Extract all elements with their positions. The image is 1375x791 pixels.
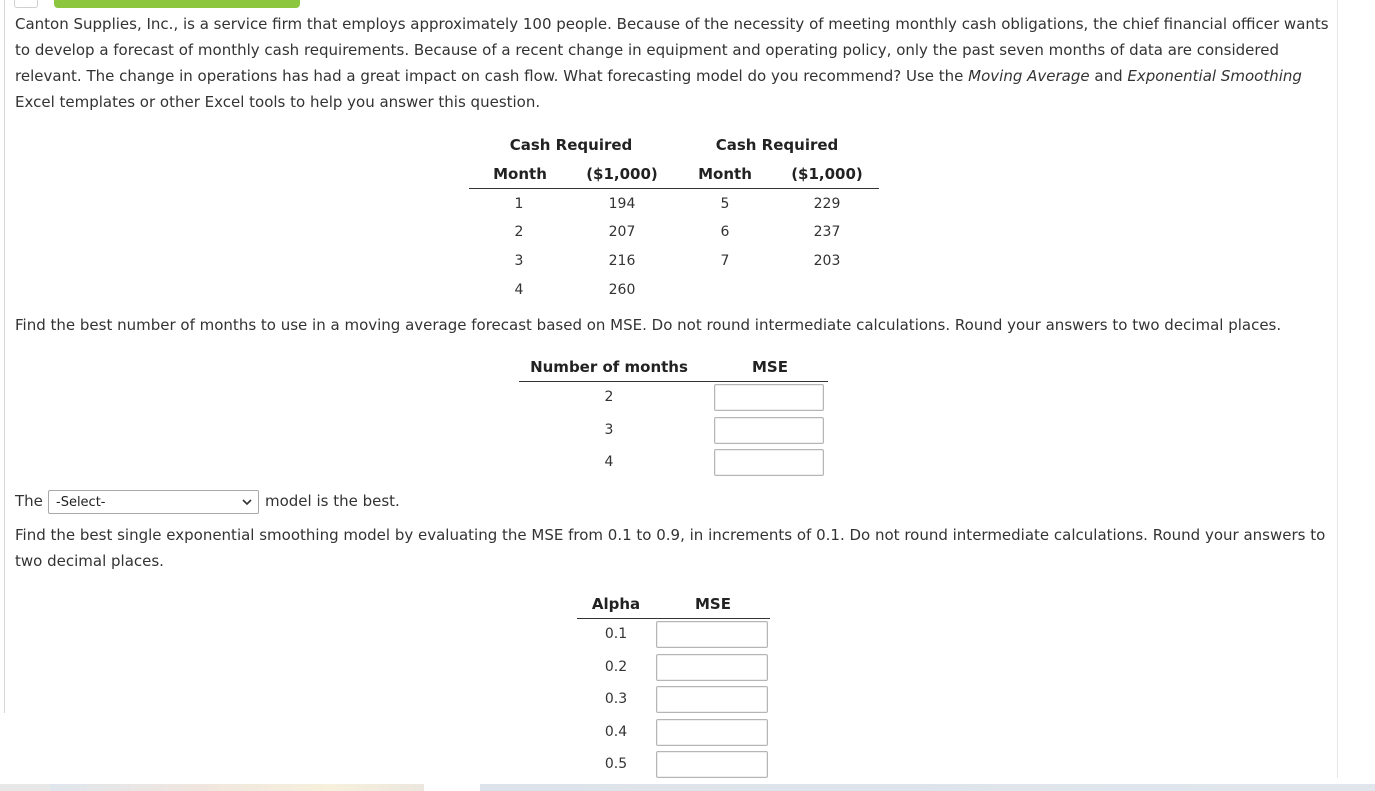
table-cell-months: 3 bbox=[604, 422, 614, 438]
table-cell-month: 3 bbox=[514, 253, 524, 269]
es-mse-input-0.4[interactable] bbox=[656, 719, 768, 746]
table-cell-amount: 203 bbox=[813, 253, 841, 269]
table-cell-alpha: 0.3 bbox=[604, 691, 628, 707]
table-cell-alpha: 0.4 bbox=[604, 724, 628, 740]
moving-average-term: Moving Average bbox=[968, 67, 1090, 85]
month-header-right: Month bbox=[698, 165, 752, 183]
table-cell-amount: 237 bbox=[813, 224, 841, 240]
cash-required-header-left: Cash Required bbox=[509, 136, 633, 154]
es-mse-input-0.5[interactable] bbox=[656, 751, 768, 778]
exponential-smoothing-term: Exponential Smoothing bbox=[1127, 67, 1302, 85]
problem-statement bbox=[15, 11, 1333, 115]
alpha-header: Alpha bbox=[591, 595, 641, 613]
es-mse-input-0.1[interactable] bbox=[656, 621, 768, 648]
progress-header-bar bbox=[54, 0, 300, 8]
es-mse-input-0.2[interactable] bbox=[656, 654, 768, 681]
amount-header-left: ($1,000) bbox=[586, 165, 658, 183]
table-cell-month: 5 bbox=[720, 196, 730, 212]
cash-header-rule bbox=[469, 188, 879, 189]
table-cell-alpha: 0.2 bbox=[604, 659, 628, 675]
model-select-dropdown[interactable] bbox=[48, 490, 259, 514]
table-cell-month: 6 bbox=[720, 224, 730, 240]
intro-text-b: Excel templates or other Excel tools to help you answer this question. bbox=[15, 93, 541, 111]
table-cell-months: 4 bbox=[604, 454, 614, 470]
left-border bbox=[4, 0, 5, 713]
number-of-months-header: Number of months bbox=[530, 358, 688, 376]
ma-mse-input-3[interactable] bbox=[714, 417, 824, 444]
es-header-rule bbox=[577, 618, 770, 619]
table-cell-amount: 260 bbox=[608, 282, 636, 298]
cash-required-header-right: Cash Required bbox=[715, 136, 839, 154]
table-cell-amount: 229 bbox=[813, 196, 841, 212]
top-tab bbox=[14, 0, 38, 8]
ma-mse-header: MSE bbox=[752, 358, 788, 376]
es-mse-header: MSE bbox=[695, 595, 731, 613]
table-cell-month: 1 bbox=[514, 196, 524, 212]
ma-mse-input-4[interactable] bbox=[714, 449, 824, 476]
intro-and: and bbox=[1089, 67, 1128, 85]
table-cell-amount: 207 bbox=[608, 224, 636, 240]
best-model-prefix: The bbox=[15, 492, 43, 510]
month-header-left: Month bbox=[493, 165, 547, 183]
best-model-suffix: model is the best. bbox=[265, 492, 400, 510]
amount-header-right: ($1,000) bbox=[791, 165, 863, 183]
chevron-down-icon bbox=[240, 495, 254, 509]
table-cell-month: 2 bbox=[514, 224, 524, 240]
intro-text-a: Canton Supplies, Inc., is a service firm that employs approximately 100 people. Because of the necessity of meeting monthly cash obligations, the chief financial officer wants to develop a forecast of monthly cash requirements. Because of a recent change in equipment and operating policy, only the past seven months of data are considered relevant. The change in operations has had a great impact on cash flow. What forecasting model do you recommend? Use the bbox=[15, 15, 1329, 85]
table-cell-month: 7 bbox=[720, 253, 730, 269]
ma-instruction: Find the best number of months to use in a moving average forecast based on MSE. Do not round intermediate calculations. Round your answers to two decimal places. bbox=[15, 316, 1282, 334]
es-mse-input-0.3[interactable] bbox=[656, 686, 768, 713]
table-cell-amount: 216 bbox=[608, 253, 636, 269]
ma-header-rule bbox=[519, 381, 828, 382]
table-cell-month: 4 bbox=[514, 282, 524, 298]
ma-mse-input-2[interactable] bbox=[714, 384, 824, 411]
table-cell-alpha: 0.5 bbox=[604, 756, 628, 772]
bottom-scroll-strip bbox=[0, 784, 1375, 791]
select-value: -Select- bbox=[56, 495, 106, 510]
table-cell-alpha: 0.1 bbox=[604, 626, 628, 642]
es-instruction: Find the best single exponential smoothing model by evaluating the MSE from 0.1 to 0.9, in increments of 0.1. Do not round intermediate calculations. Round your answers to two decimal places. bbox=[15, 526, 1326, 570]
table-cell-months: 2 bbox=[604, 389, 614, 405]
right-border bbox=[1337, 0, 1338, 778]
table-cell-amount: 194 bbox=[608, 196, 636, 212]
